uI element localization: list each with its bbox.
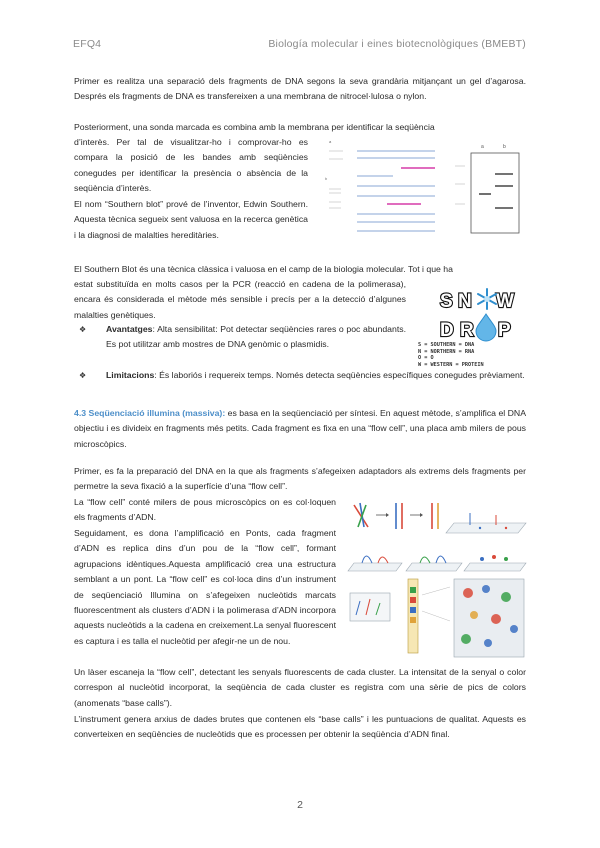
snowdrop-letter-s: S [440,291,453,312]
bullet-limitations-label: Limitacions [106,370,155,380]
adapter-ligation-step [354,503,438,529]
southern-blot-figure [323,136,529,241]
paragraph-illumina-intro [74,406,526,452]
bullet-advantages-text: : Alta sensibilitat: Pot detectar seqüències rares o poc abundants. Es pot utilitzar amb mostres de DNA genòmic o plasmidis. [106,324,406,350]
bullet-advantages [79,322,406,370]
paragraph-southern-intro-first-line: El Southern Blot és una tècnica clàssica i valuosa en el camp de la biologia molecular. Tot i que ha [74,264,453,274]
paragraph-laser-scan: Un làser escaneja la “flow cell”, detectant les senyals fluorescents de cada cluster. La intensitat de la senyal o color correspon al nucleòtid incorporat, la seqüència de cada cluster es registra com una sèrie de pics de colors (anomenats “base calls”). [74,667,526,708]
bullet-diamond-icon: ❖ [79,325,87,334]
snowdrop-mnemonic [412,285,530,377]
bullet-advantages-label: Avantatges [106,324,153,334]
header-course-code: EFQ4 [73,38,102,50]
svg-text:a: a [329,139,332,144]
snowdrop-letter-w: W [496,291,514,312]
snowdrop-letter-d: D [440,320,454,341]
paragraph-separation: Primer es realitza una separació dels fragments de DNA segons la seva grandària mitjançant un gel d’agarosa. Després els fragments de DNA es transfereixen a una membrana de nitrocel·lulosa o nylon. [74,76,526,102]
bullet-limitations-text: : És laboriós i requereix temps. Només detecta seqüències específiques conegudes prèviament. [154,370,525,380]
header-course-title: Biología molecular i eines biotecnològiques (BMEBT) [268,38,526,50]
snowdrop-legend [418,342,484,368]
paragraph-name-origin: El nom “Southern blot” prové de l’inventor, Edwin Southern. Aquesta tècnica segueix sent valuosa en la recerca genètica i la diagnosi de malalties hereditàries. [74,199,308,240]
flow-cell-step [446,513,526,533]
svg-text:a: a [481,144,484,150]
svg-text:b: b [325,176,328,181]
paragraph-dna-preparation: Primer, es fa la preparació del DNA en la que als fragments s’afegeixen adaptadors als extrems dels fragments per permetre la seva fixació a la superfície d’una “flow cell”. [74,466,526,492]
snowdrop-legend-line: W = WESTERN = PROTEIN [418,361,484,368]
snowdrop-letter-r: R [460,320,474,341]
svg-text:b: b [503,144,506,150]
section-heading-illumina: 4.3 Seqüenciació illumina (massiva): [74,408,226,418]
section-intro-text: es basa en la seqüenciació per síntesi. En aquest mètode, s’amplifica el DNA objectiu i es divideix en fragments més petits. Cada fragment es fixa en una “flow cell”, una placa amb milers de pous microscòpics. [74,408,526,449]
paragraph-probe-first-line: Posteriorment, una sonda marcada es combina amb la membrana per identificar la seqüència [74,122,435,132]
sequencing-step [350,579,524,657]
water-drop-icon [476,314,496,341]
paragraph-data-output: L’instrument genera arxius de dades brutes que contenen els “base calls” i les puntuacions de qualitat. Aquests es converteixen en seqüències de nucleòtids que es processen per obtenir la seqüència d’ADN final. [74,714,526,740]
snowdrop-legend-line: O = O [418,355,434,362]
bridge-amplification-step [348,555,526,571]
snowflake-icon [478,289,496,309]
snowdrop-legend-line: N = NORTHERN = RNA [418,348,475,355]
illumina-workflow-figure [346,497,529,671]
paragraph-probe: d’interès. Per tal de visualitzar-ho i comprovar-ho es compara la posició de les bandes amb seqüències conegudes per identificar la presència o absència de la seqüència d’interès. [74,137,308,194]
snowdrop-letter-n: N [458,291,472,312]
snowdrop-letter-p: P [498,320,511,341]
snowdrop-legend-line: S = SOUTHERN = DNA [418,342,475,348]
paragraph-southern-intro: estat substituïda en molts casos per la PCR (reacció en cadena de la polimerasa), encara és considerada el mètode més sensible i precís per a la detecció d’algunes malalties genètiques. [74,279,406,320]
paragraph-bridge-amplification: Seguidament, es dona l’amplificació en Ponts, cada fragment d’ADN es replica dins d’un pou de la “flow cell”, formant agrupacions idèntiques.Aquesta amplificació crea una estructura semblant a un pont. La “flow cell” es col·loca dins d’un instrument de seqüenciació Illumina on s’afegeixen nucleòtids marcats fluorescentment als clusters d’ADN i la polimerasa d’ADN incorpora aquests nucleòtids a la cadena en creixement.La senyal fluorescent es captura i es talla el nucleòtid per afegir-ne un de nou. [74,528,336,646]
bullet-diamond-icon: ❖ [79,371,87,380]
paragraph-flow-cell: La “flow cell” conté milers de pous microscòpics on es col·loquen els fragments d’ADN. [74,497,336,523]
page-number: 2 [297,799,303,811]
